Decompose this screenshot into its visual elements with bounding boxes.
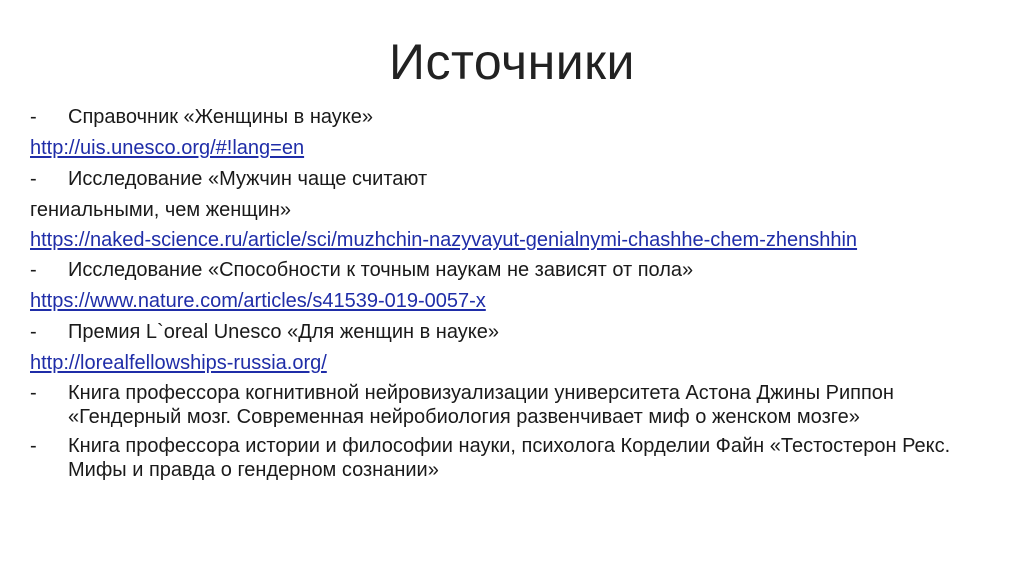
source-text: Исследование «Способности к точным наукам не зависят от пола» xyxy=(68,259,694,281)
list-item xyxy=(30,166,990,192)
list-item xyxy=(30,135,990,161)
source-text: Исследование «Мужчин чаще считают xyxy=(68,168,428,190)
bullet-dash: - xyxy=(30,168,37,190)
source-link[interactable]: http://lorealfellowships-russia.org/ xyxy=(30,352,327,374)
list-item xyxy=(30,381,990,429)
list-item xyxy=(30,197,990,223)
list-item xyxy=(30,319,990,345)
list-item xyxy=(30,228,990,252)
source-text: Книга профессора когнитивной нейровизуализации университета Астона Джины Риппон «Гендерный мозг. Современная нейробиология развенчивает миф о женском мозге» xyxy=(68,382,894,428)
source-text-continuation: гениальными, чем женщин» xyxy=(30,199,292,221)
bullet-dash: - xyxy=(30,259,37,281)
source-text: Справочник «Женщины в науке» xyxy=(68,106,374,128)
source-link[interactable]: https://naked-science.ru/article/sci/muzhchin-nazyvayut-genialnymi-chashhe-chem-zhenshhin xyxy=(30,229,858,251)
bullet-dash: - xyxy=(30,382,37,404)
list-item xyxy=(30,288,990,314)
bullet-dash: - xyxy=(30,106,37,128)
bullet-dash: - xyxy=(30,321,37,343)
sources-list xyxy=(30,104,990,487)
list-item xyxy=(30,350,990,376)
list-item xyxy=(30,434,990,482)
source-text: Премия L`oreal Unesco «Для женщин в науке» xyxy=(68,321,499,343)
source-link[interactable]: http://uis.unesco.org/#!lang=en xyxy=(30,137,305,159)
bullet-dash: - xyxy=(30,435,37,457)
list-item xyxy=(30,257,990,283)
list-item xyxy=(30,104,990,130)
source-text: Книга профессора истории и философии науки, психолога Корделии Файн «Тестостерон Рекс. Мифы и правда о гендерном сознании» xyxy=(68,435,951,481)
source-link[interactable]: https://www.nature.com/articles/s41539-019-0057-x xyxy=(30,290,486,312)
slide-title: Источники xyxy=(389,34,635,90)
